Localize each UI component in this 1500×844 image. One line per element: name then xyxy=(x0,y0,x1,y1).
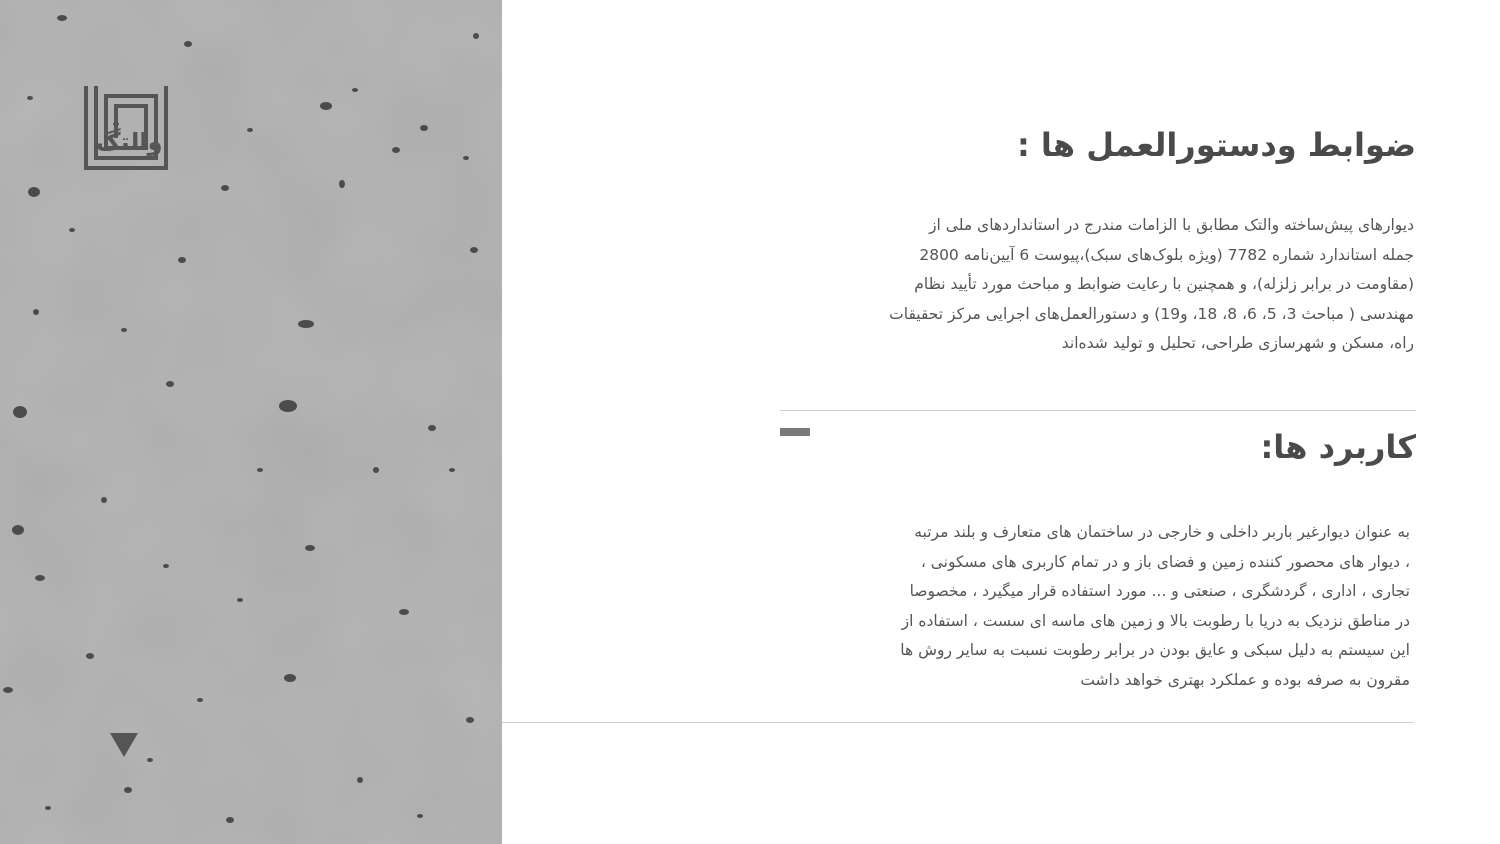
body-line: راه، مسکن و شهرسازی طراحی، تحلیل و تولید شده‌اند xyxy=(1061,334,1414,352)
body-line: مهندسی ( مباحث 3، 5، 6، 8، 18، و19) و دستورالعمل‌های اجرایی مرکز تحقیقات xyxy=(889,304,1414,323)
section-title-applications: کاربرد ها: xyxy=(1260,428,1416,466)
body-line: به عنوان دیوارغیر باربر داخلی و خارجی در ساختمان های متعارف و بلند مرتبه xyxy=(914,523,1410,541)
body-line: ، دیوار های محصور کننده زمین و فضای باز و در تمام کاربری های مسکونی ، xyxy=(920,552,1410,571)
section-body-regulations xyxy=(889,211,1414,359)
down-triangle-icon xyxy=(110,733,138,757)
body-line: (مقاومت در برابر زلزله)، و همچنین با رعایت ضوابط و مباحث مورد تأیید نظام xyxy=(914,275,1414,293)
section-body-applications xyxy=(900,518,1410,695)
body-line: دیوارهای پیش‌ساخته والتک مطابق با الزامات مندرج در استانداردهای ملی از xyxy=(929,216,1414,234)
nested-square-frame-icon xyxy=(84,84,168,170)
body-line: مقرون به صرفه بوده و عملکرد بهتری خواهد داشت xyxy=(1080,670,1410,689)
body-line: در مناطق نزدیک به دریا با رطوبت بالا و زمین های ماسه ای سست ، استفاده از xyxy=(901,611,1410,630)
brand-logo xyxy=(84,84,254,170)
divider-line xyxy=(780,410,1416,411)
concrete-texture-panel xyxy=(0,0,502,844)
body-line: تجاری ، اداری ، گردشگری ، صنعتی و ... مورد استفاده قرار میگیرد ، مخصوصا xyxy=(909,582,1410,600)
content-area xyxy=(502,0,1500,844)
section-title-regulations: ضوابط ودستورالعمل ها : xyxy=(1016,126,1416,164)
accent-marker xyxy=(780,428,810,436)
body-line: این سیستم به دلیل سبکی و عایق بودن در برابر رطوبت نسبت به سایر روش ها xyxy=(900,641,1410,659)
divider-line-bottom xyxy=(502,722,1414,723)
body-line: جمله استاندارد شماره 7782 (ویژه بلوک‌های سبک)،پیوست 6 آیین‌نامه 2800 xyxy=(919,245,1414,264)
brand-name: والتگ xyxy=(96,128,163,156)
